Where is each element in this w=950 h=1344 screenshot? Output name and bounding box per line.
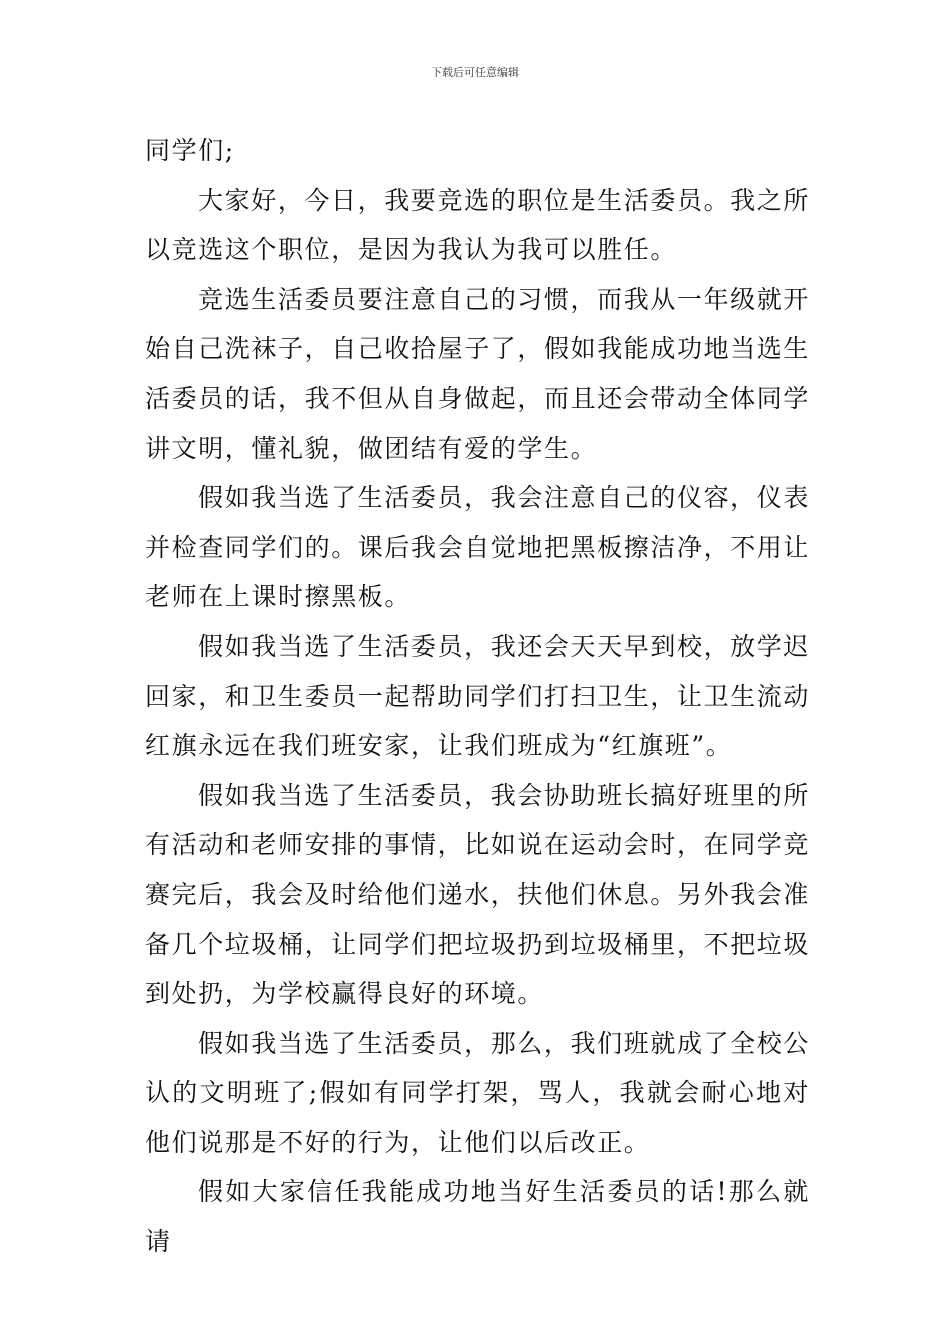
paragraph-2: 竞选生活委员要注意自己的习惯，而我从一年级就开始自己洗袜子，自己收拾屋子了，假如我能成功地当选生活委员的话，我不但从自身做起，而且还会带动全体同学讲文明，懂礼貌，做团结有爱的学生。 (145, 284, 811, 463)
header-note: 下载后可任意编辑 (431, 66, 519, 79)
paragraph-7: 假如大家信任我能成功地当好生活委员的话!那么就请 (145, 1177, 810, 1257)
paragraph-1: 大家好，今日，我要竞选的职位是生活委员。我之所以竞选这个职位，是因为我认为我可以胜任。 (145, 185, 810, 265)
paragraph-3: 假如我当选了生活委员，我会注意自己的仪容，仪表并检查同学们的。课后我会自觉地把黑板擦洁净，不用让老师在上课时擦黑板。 (145, 483, 811, 612)
paragraph-5: 假如我当选了生活委员，我会协助班长搞好班里的所有活动和老师安排的事情，比如说在运动会时，在同学竞赛完后，我会及时给他们递水，扶他们休息。另外我会准备几个垃圾桶，让同学们把垃圾扔到垃圾桶里，不把垃圾到处扔，为学校赢得良好的环境。 (145, 780, 811, 1009)
salutation: 同学们; (145, 136, 235, 165)
document-body (145, 126, 810, 1267)
paragraph-6: 假如我当选了生活委员，那么，我们班就成了全校公认的文明班了;假如有同学打架，骂人，我就会耐心地对他们说那是不好的行为，让他们以后改正。 (145, 1028, 810, 1157)
paragraph-4: 假如我当选了生活委员，我还会天天早到校，放学迟回家，和卫生委员一起帮助同学们打扫卫生，让卫生流动红旗永远在我们班安家，让我们班成为“红旗班”。 (145, 631, 811, 761)
